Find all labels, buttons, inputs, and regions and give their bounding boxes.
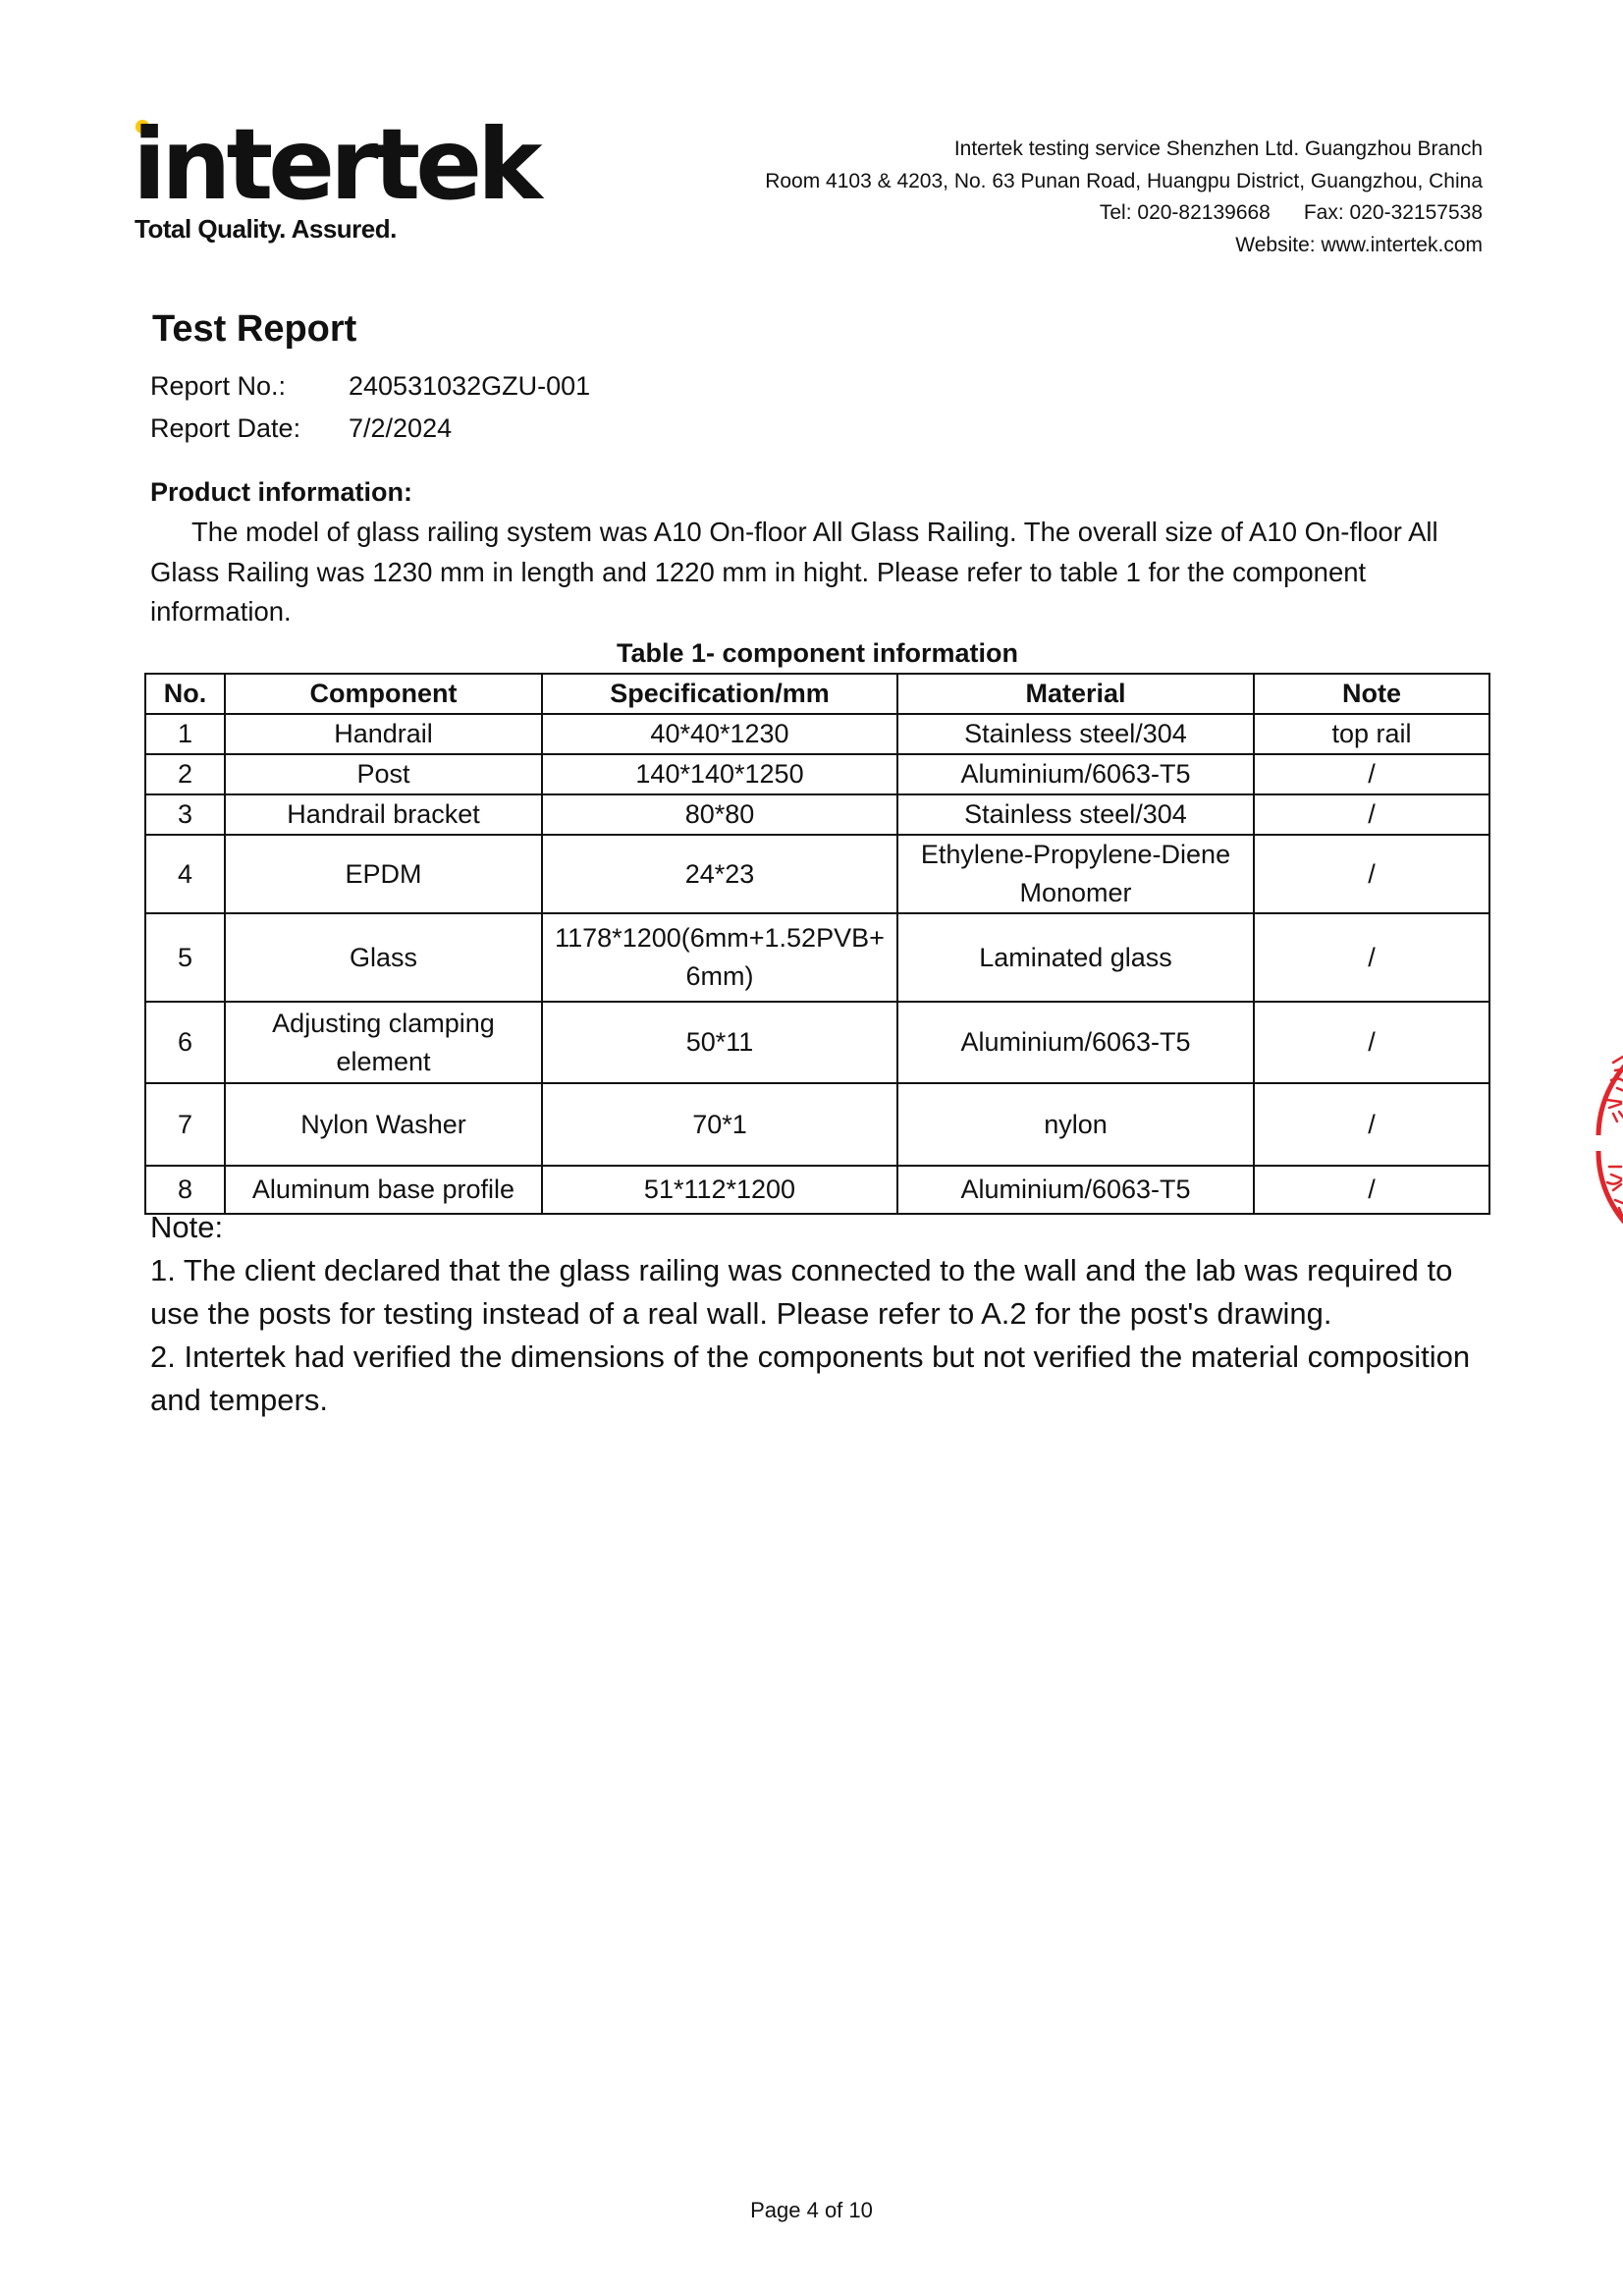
- cell-specification: 1178*1200(6mm+1.52PVB+ 6mm): [542, 913, 897, 1002]
- report-date-label: Report Date:: [150, 413, 301, 443]
- cell-no: 2: [145, 754, 225, 794]
- cell-component: Post: [225, 754, 542, 794]
- table-row: [145, 1002, 1489, 1083]
- product-info-line: information.: [150, 596, 292, 627]
- cell-material: Aluminium/6063-T5: [897, 1002, 1254, 1083]
- red-seal-stamp-icon: [1596, 1041, 1623, 1247]
- cell-note: /: [1254, 754, 1489, 794]
- product-info-line: The model of glass railing system was A10 On-floor All Glass Railing. The overall size of A10 On-floor All: [191, 517, 1438, 547]
- note-item: 2. Intertek had verified the dimensions of the components but not verified the material composition and tempers.: [150, 1339, 1471, 1417]
- table-header-row: [145, 674, 1489, 714]
- cell-note: /: [1254, 1002, 1489, 1083]
- note-item: 1. The client declared that the glass railing was connected to the wall and the lab was required to use the posts for testing instead of a real wall. Please refer to A.2 for the post's drawing.: [150, 1253, 1453, 1331]
- intertek-logo: [133, 107, 538, 248]
- company-tel: Tel: 020-82139668: [1099, 201, 1271, 224]
- cell-specification: 70*1: [542, 1083, 897, 1166]
- table-row: [145, 754, 1489, 794]
- report-date-row: [150, 413, 452, 444]
- product-info-paragraph: [150, 513, 1486, 632]
- cell-specification: 40*40*1230: [542, 714, 897, 754]
- report-title: Test Report: [152, 308, 357, 350]
- cell-material: Stainless steel/304: [897, 714, 1254, 754]
- cell-note: /: [1254, 794, 1489, 835]
- table-row: [145, 794, 1489, 835]
- company-address: Room 4103 & 4203, No. 63 Punan Road, Huangpu District, Guangzhou, China: [765, 169, 1483, 192]
- table-row: [145, 714, 1489, 754]
- table-caption: Table 1- component information: [616, 638, 1018, 668]
- table-row: [145, 1083, 1489, 1166]
- report-number-label: Report No.:: [150, 371, 287, 401]
- cell-no: 3: [145, 794, 225, 835]
- cell-note: /: [1254, 1166, 1489, 1214]
- cell-material: Aluminium/6063-T5: [897, 754, 1254, 794]
- cell-no: 4: [145, 835, 225, 913]
- cell-no: 1: [145, 714, 225, 754]
- cell-component: Handrail bracket: [225, 794, 542, 835]
- company-address-block: [765, 134, 1483, 261]
- header-specification: Specification/mm: [542, 674, 897, 714]
- company-name: Intertek testing service Shenzhen Ltd. Guangzhou Branch: [953, 137, 1483, 160]
- notes-section: [150, 1206, 1505, 1422]
- company-fax: Fax: 020-32157538: [1303, 201, 1483, 224]
- cell-material: Stainless steel/304: [897, 794, 1254, 835]
- report-number-row: [150, 371, 590, 402]
- cell-component: Aluminum base profile: [225, 1166, 542, 1214]
- cell-material: Aluminium/6063-T5: [897, 1166, 1254, 1214]
- cell-note: /: [1254, 835, 1489, 913]
- report-date: 7/2/2024: [349, 413, 453, 443]
- report-number: 240531032GZU-001: [349, 371, 591, 401]
- cell-specification: 51*112*1200: [542, 1166, 897, 1214]
- cell-no: 7: [145, 1083, 225, 1166]
- cell-note: top rail: [1254, 714, 1489, 754]
- cell-no: 6: [145, 1002, 225, 1083]
- page-number: Page 4 of 10: [750, 2198, 873, 2222]
- header-no: No.: [145, 674, 225, 714]
- cell-component: Adjusting clamping element: [225, 1002, 542, 1083]
- logo-tagline: Total Quality. Assured.: [135, 214, 397, 244]
- cell-specification: 24*23: [542, 835, 897, 913]
- cell-no: 5: [145, 913, 225, 1002]
- cell-material: Ethylene-Propylene-Diene Monomer: [897, 835, 1254, 913]
- cell-component: EPDM: [225, 835, 542, 913]
- header-note: Note: [1254, 674, 1489, 714]
- cell-specification: 140*140*1250: [542, 754, 897, 794]
- product-info-heading: Product information:: [150, 477, 412, 507]
- notes-heading: Note:: [150, 1210, 224, 1244]
- cell-component: Handrail: [225, 714, 542, 754]
- table-row: [145, 913, 1489, 1002]
- cell-component: Nylon Washer: [225, 1083, 542, 1166]
- cell-no: 8: [145, 1166, 225, 1214]
- company-contact: [765, 197, 1483, 230]
- cell-note: /: [1254, 1083, 1489, 1166]
- component-table: [144, 673, 1490, 1215]
- cell-specification: 50*11: [542, 1002, 897, 1083]
- table-row: [145, 835, 1489, 913]
- cell-specification: 80*80: [542, 794, 897, 835]
- header-component: Component: [225, 674, 542, 714]
- product-info-line: Glass Railing was 1230 mm in length and 1220 mm in hight. Please refer to table 1 for the component: [150, 556, 1367, 587]
- cell-material: nylon: [897, 1083, 1254, 1166]
- header-material: Material: [897, 674, 1254, 714]
- company-website: Website: www.intertek.com: [1235, 233, 1483, 256]
- logo-wordmark: intertek: [133, 107, 538, 222]
- cell-component: Glass: [225, 913, 542, 1002]
- cell-material: Laminated glass: [897, 913, 1254, 1002]
- cell-note: /: [1254, 913, 1489, 1002]
